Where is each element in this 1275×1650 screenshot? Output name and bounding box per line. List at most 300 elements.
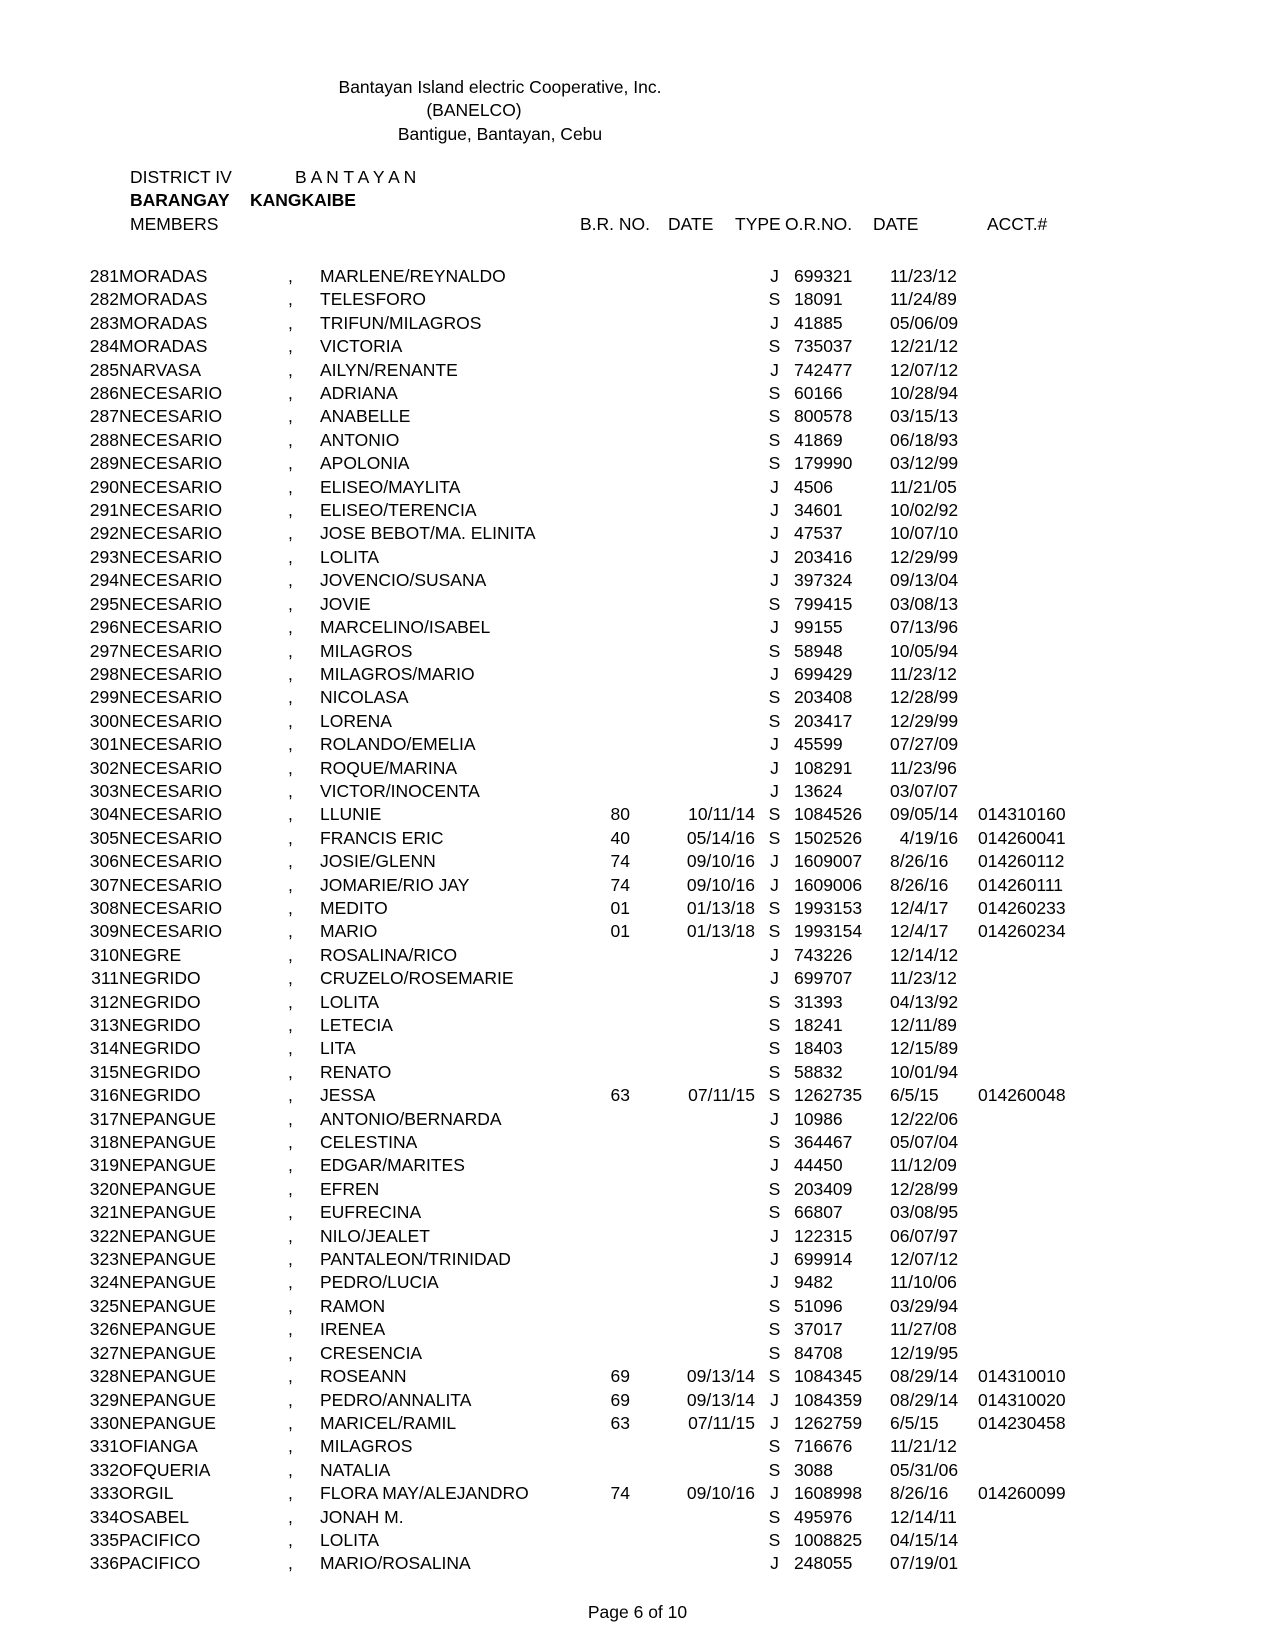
member-last-name: NECESARIO [119,897,223,918]
or-date: 12/21/12 [890,336,959,357]
comma-separator: , [288,1319,293,1340]
membership-type: S [768,1061,781,1082]
member-first-name: RAMON [320,1295,386,1316]
br-date [630,1178,755,1201]
comma-separator: , [288,383,293,404]
comma-separator: , [288,1155,293,1176]
membership-type: J [770,874,779,895]
member-row [88,920,1075,943]
member-last-name: NEGRIDO [119,1038,201,1059]
comma-separator: , [288,851,293,872]
member-last-name: NEPANGUE [119,1225,216,1246]
comma-separator: , [288,500,293,521]
br-number [565,265,630,288]
or-number: 1608998 [794,1483,863,1504]
member-last-name: NARVASA [119,359,202,380]
or-number: 58832 [794,1061,843,1082]
or-date: 04/13/92 [890,991,959,1012]
account-number [978,1154,1075,1177]
member-first-name: MILAGROS [320,640,413,661]
column-header-date-2: DATE [873,213,919,234]
br-date [630,991,755,1014]
or-date: 05/31/06 [890,1459,959,1480]
or-date: 12/4/17 [890,921,949,942]
member-number: 310 [89,944,119,965]
member-first-name: ANTONIO [320,429,400,450]
br-number: 40 [610,827,630,848]
or-number: 44450 [794,1155,843,1176]
comma-separator: , [288,710,293,731]
br-number [565,569,630,592]
member-number: 303 [89,780,119,801]
comma-separator: , [288,1506,293,1527]
comma-separator: , [288,663,293,684]
comma-separator: , [288,1459,293,1480]
br-number [565,1225,630,1248]
account-number [978,312,1075,335]
account-number: 014260234 [978,921,1066,942]
or-date: 10/02/92 [890,500,959,521]
membership-type: J [770,851,779,872]
membership-type: J [770,476,779,497]
br-date [630,1271,755,1294]
member-number: 295 [89,593,119,614]
member-row [88,803,1075,826]
member-last-name: NECESARIO [119,523,223,544]
br-date [630,616,755,639]
or-date: 10/05/94 [890,640,959,661]
br-number [565,359,630,382]
member-row [88,452,1075,475]
br-date: 09/13/14 [686,1366,755,1387]
comma-separator: , [288,1412,293,1433]
member-number: 281 [89,266,119,286]
member-first-name: MARICEL/RAMIL [320,1412,457,1433]
member-row [88,850,1075,873]
or-date: 05/07/04 [890,1132,959,1153]
account-number [978,1178,1075,1201]
account-number [978,1248,1075,1271]
or-number: 397324 [794,570,853,591]
or-date: 03/12/99 [890,453,959,474]
member-first-name: ELISEO/MAYLITA [320,476,461,497]
or-date: 12/07/12 [890,1249,959,1270]
column-header-date-1: DATE [668,213,714,234]
member-row [88,897,1075,920]
membership-type: S [768,406,781,427]
member-row [88,569,1075,592]
account-number [978,499,1075,522]
or-date: 03/15/13 [890,406,959,427]
account-number: 014230458 [978,1412,1066,1433]
member-row [88,288,1075,311]
br-date [630,1037,755,1060]
member-number: 313 [89,1015,119,1035]
or-date: 10/07/10 [890,523,959,544]
account-number [978,1014,1075,1037]
member-first-name: MARLENE/REYNALDO [320,266,506,286]
member-number: 315 [89,1061,119,1082]
br-date [630,733,755,756]
account-number [978,1131,1075,1154]
br-number: 74 [610,874,630,895]
comma-separator: , [288,804,293,825]
member-number: 336 [89,1553,119,1574]
member-number: 320 [89,1178,119,1199]
membership-type: J [770,757,779,778]
member-row [88,1482,1075,1505]
or-date: 03/08/13 [890,593,959,614]
br-date: 09/10/16 [686,1483,755,1504]
or-number: 364467 [794,1132,853,1153]
comma-separator: , [288,734,293,755]
or-date: 11/24/89 [890,289,957,310]
member-number: 284 [89,336,119,357]
member-number: 304 [89,804,119,825]
member-last-name: NEPANGUE [119,1202,216,1223]
member-row [88,1201,1075,1224]
member-row [88,359,1075,382]
member-last-name: OFIANGA [119,1436,198,1457]
member-last-name: NEGRIDO [119,991,201,1012]
comma-separator: , [288,1272,293,1293]
members-label: MEMBERS [130,213,219,234]
br-number [565,1131,630,1154]
member-number: 329 [89,1389,119,1410]
comma-separator: , [288,1061,293,1082]
account-number [978,967,1075,990]
member-first-name: EUFRECINA [320,1202,422,1223]
member-last-name: NECESARIO [119,383,223,404]
or-date: 12/29/99 [890,546,959,567]
member-number: 297 [89,640,119,661]
br-number: 63 [610,1085,630,1106]
or-number: 699914 [794,1249,853,1270]
member-number: 290 [89,476,119,497]
member-row [88,1108,1075,1131]
membership-type: S [768,640,781,661]
or-number: 1502526 [794,827,863,848]
member-number: 321 [89,1202,119,1223]
member-first-name: CRUZELO/ROSEMARIE [320,968,514,989]
member-row [88,1435,1075,1458]
member-number: 334 [89,1506,119,1527]
column-header-row [0,213,1275,236]
br-date [630,476,755,499]
or-date: 11/23/12 [890,968,957,989]
membership-type: J [770,1108,779,1129]
comma-separator: , [288,453,293,474]
or-date: 06/18/93 [890,429,959,450]
or-date: 07/13/96 [890,617,959,638]
comma-separator: , [288,593,293,614]
member-last-name: PACIFICO [119,1553,201,1574]
br-number [565,1459,630,1482]
account-number [978,593,1075,616]
district-value: B A N T A Y A N [295,167,417,187]
comma-separator: , [288,546,293,567]
or-number: 47537 [794,523,843,544]
member-number: 289 [89,453,119,474]
member-number: 314 [89,1038,119,1059]
comma-separator: , [288,266,293,286]
member-row [88,429,1075,452]
br-date [630,1506,755,1529]
account-number: 014260233 [978,897,1066,918]
member-row [88,967,1075,990]
member-last-name: NEPANGUE [119,1249,216,1270]
account-number [978,265,1075,288]
comma-separator: , [288,827,293,848]
br-date [630,1201,755,1224]
br-number: 69 [610,1389,630,1410]
member-row [88,1154,1075,1177]
comma-separator: , [288,687,293,708]
account-number [978,476,1075,499]
or-date: 12/14/11 [890,1506,957,1527]
account-number [978,944,1075,967]
member-last-name: NECESARIO [119,570,223,591]
comma-separator: , [288,1249,293,1270]
br-number [565,1108,630,1131]
member-row [88,1014,1075,1037]
comma-separator: , [288,780,293,801]
member-number: 285 [89,359,119,380]
br-number [565,499,630,522]
account-number [978,1435,1075,1458]
or-date: 6/5/15 [890,1085,939,1106]
br-number [565,733,630,756]
membership-type: J [770,944,779,965]
members-table [88,265,1075,1576]
br-date [630,1061,755,1084]
br-date [630,967,755,990]
member-first-name: APOLONIA [320,453,410,474]
br-number [565,1271,630,1294]
member-first-name: ADRIANA [320,383,398,404]
br-date [630,686,755,709]
comma-separator: , [288,1529,293,1550]
member-last-name: NECESARIO [119,921,223,942]
membership-type: S [768,897,781,918]
or-number: 742477 [794,359,853,380]
comma-separator: , [288,897,293,918]
br-date [630,1318,755,1341]
district-label: DISTRICT IV [130,167,232,187]
membership-type: S [768,1015,781,1035]
comma-separator: , [288,1436,293,1457]
member-last-name: NEGRE [119,944,182,965]
or-number: 179990 [794,453,853,474]
comma-separator: , [288,1015,293,1035]
br-number: 01 [610,897,630,918]
member-first-name: MARCELINO/ISABEL [320,617,491,638]
member-last-name: NECESARIO [119,429,223,450]
br-number [565,780,630,803]
br-number [565,429,630,452]
member-first-name: PANTALEON/TRINIDAD [320,1249,511,1270]
or-number: 10986 [794,1108,843,1129]
member-last-name: NECESARIO [119,780,223,801]
or-number: 9482 [794,1272,833,1293]
member-row [88,733,1075,756]
member-row [88,546,1075,569]
or-number: 41869 [794,429,843,450]
comma-separator: , [288,944,293,965]
member-number: 298 [89,663,119,684]
comma-separator: , [288,1132,293,1153]
br-date [630,312,755,335]
account-number: 014260048 [978,1085,1066,1106]
member-last-name: NEPANGUE [119,1178,216,1199]
membership-type: J [770,570,779,591]
or-date: 12/19/95 [890,1342,959,1363]
or-number: 66807 [794,1202,843,1223]
membership-type: J [770,1155,779,1176]
member-first-name: FLORA MAY/ALEJANDRO [320,1483,529,1504]
member-first-name: VICTORIA [320,336,403,357]
or-date: 12/11/89 [890,1015,957,1035]
or-number: 1008825 [794,1529,863,1550]
member-number: 308 [89,897,119,918]
member-row [88,1248,1075,1271]
or-date: 12/28/99 [890,687,959,708]
member-last-name: MORADAS [119,336,208,357]
member-first-name: ELISEO/TERENCIA [320,500,477,521]
member-first-name: NICOLASA [320,687,409,708]
member-last-name: NECESARIO [119,663,223,684]
column-header-acct: ACCT.# [987,213,1048,234]
member-number: 324 [89,1272,119,1293]
br-date [630,359,755,382]
br-date [630,1225,755,1248]
account-number [978,569,1075,592]
membership-type: S [768,1436,781,1457]
member-row [88,1037,1075,1060]
barangay-line [0,189,1275,212]
br-date: 10/11/14 [688,804,755,825]
br-number [565,1037,630,1060]
member-number: 325 [89,1295,119,1316]
membership-type: S [768,1459,781,1480]
membership-type: S [768,593,781,614]
account-number [978,1295,1075,1318]
membership-type: J [770,1412,779,1433]
or-date: 12/28/99 [890,1178,959,1199]
member-last-name: NECESARIO [119,453,223,474]
account-number [978,1342,1075,1365]
member-row [88,780,1075,803]
member-row [88,335,1075,358]
br-number [565,1154,630,1177]
membership-type: S [768,827,781,848]
member-last-name: NECESARIO [119,757,223,778]
br-number: 74 [610,851,630,872]
member-row [88,616,1075,639]
comma-separator: , [288,968,293,989]
or-number: 60166 [794,383,843,404]
member-row [88,522,1075,545]
member-number: 323 [89,1249,119,1270]
member-last-name: NECESARIO [119,640,223,661]
member-number: 293 [89,546,119,567]
or-number: 1609007 [794,851,863,872]
comma-separator: , [288,406,293,427]
member-number: 286 [89,383,119,404]
or-date: 11/21/05 [890,476,957,497]
or-number: 1262759 [794,1412,863,1433]
or-number: 699321 [794,266,853,286]
account-number: 014310160 [978,804,1066,825]
comma-separator: , [288,289,293,310]
comma-separator: , [288,1178,293,1199]
membership-type: J [770,266,779,286]
or-date: 06/07/97 [890,1225,959,1246]
member-first-name: NILO/JEALET [320,1225,430,1246]
member-number: 322 [89,1225,119,1246]
member-row [88,499,1075,522]
member-first-name: IRENEA [320,1319,386,1340]
or-date: 4/19/16 [890,827,959,848]
member-number: 332 [89,1459,119,1480]
account-number [978,335,1075,358]
comma-separator: , [288,991,293,1012]
member-number: 294 [89,570,119,591]
or-date: 10/01/94 [890,1061,959,1082]
column-header-br-no: B.R. NO. [580,213,651,234]
member-number: 335 [89,1529,119,1550]
account-number [978,757,1075,780]
or-date: 8/26/16 [890,1483,949,1504]
or-number: 799415 [794,593,853,614]
comma-separator: , [288,1295,293,1316]
membership-type: S [768,289,781,310]
br-date: 09/10/16 [686,851,755,872]
member-first-name: ROQUE/MARINA [320,757,458,778]
membership-type: J [770,500,779,521]
member-first-name: VICTOR/INOCENTA [320,780,480,801]
br-number [565,967,630,990]
member-first-name: ANTONIO/BERNARDA [320,1108,502,1129]
br-date: 01/13/18 [686,897,755,918]
or-date: 11/27/08 [890,1319,957,1340]
or-number: 18403 [794,1038,843,1059]
account-number [978,382,1075,405]
or-number: 1084345 [794,1366,863,1387]
or-date: 11/23/12 [890,663,957,684]
member-last-name: NECESARIO [119,710,223,731]
or-date: 11/23/96 [890,757,957,778]
member-row [88,1459,1075,1482]
member-first-name: LITA [320,1038,356,1059]
member-first-name: MILAGROS/MARIO [320,663,475,684]
member-row [88,1061,1075,1084]
member-first-name: LLUNIE [320,804,382,825]
account-number [978,1108,1075,1131]
or-number: 1993154 [794,921,863,942]
member-row [88,1178,1075,1201]
member-first-name: RENATO [320,1061,392,1082]
member-row [88,1529,1075,1552]
member-number: 317 [89,1108,119,1129]
br-number [565,382,630,405]
br-date [630,522,755,545]
membership-type: S [768,687,781,708]
member-number: 328 [89,1366,119,1387]
or-number: 203416 [794,546,853,567]
membership-type: S [768,1506,781,1527]
or-number: 716676 [794,1436,853,1457]
